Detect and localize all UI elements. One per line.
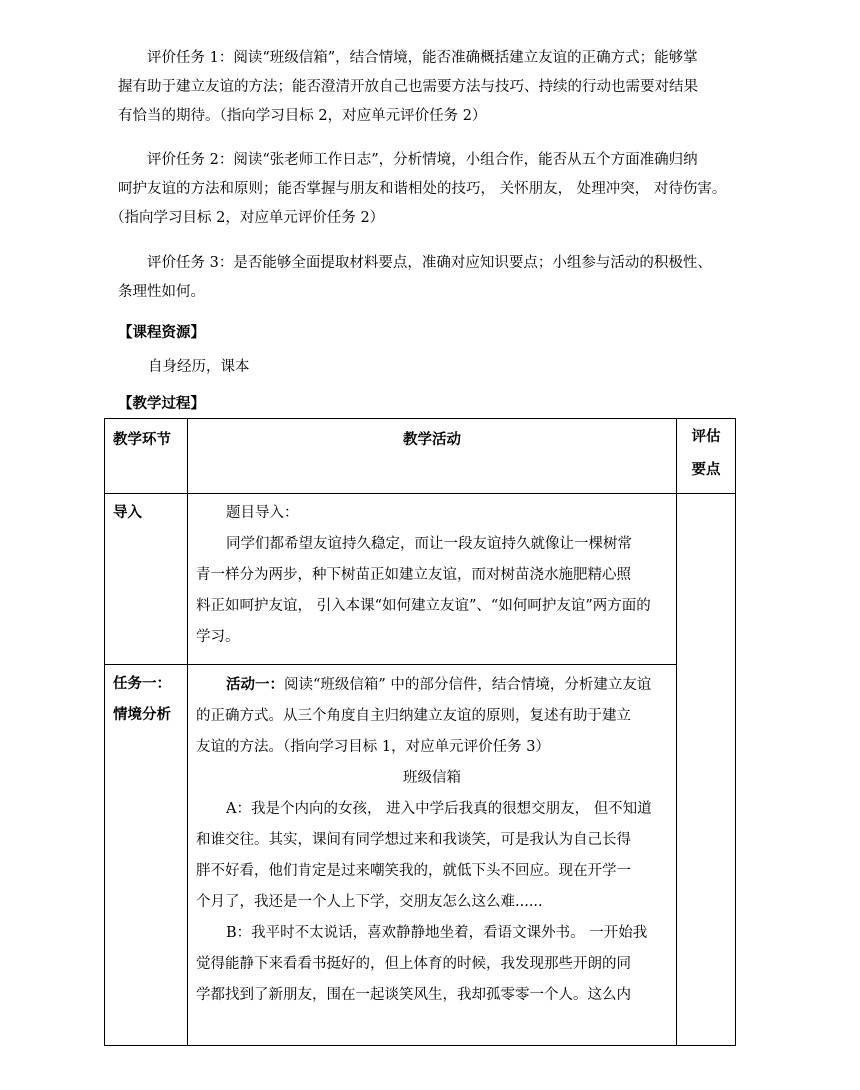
teaching-process-table (104, 418, 736, 1046)
header-eval: 评估 要点 (677, 419, 736, 494)
text-line: B：我平时不太说话，喜欢静静地坐着，看语文课外书。 一开始我 (226, 925, 648, 941)
text-line: 学习。 (196, 629, 240, 645)
letter-title: 班级信箱 (403, 770, 461, 786)
header-stage: 教学环节 (105, 419, 188, 494)
process-heading: 【教学过程】 (118, 396, 205, 412)
text-line: 评价任务 3：是否能够全面提取材料要点，准确对应知识要点；小组参与活动的积极性、 (147, 255, 712, 271)
resources-text: 自身经历，课本 (148, 359, 250, 375)
stage-cell: 任务一： 情境分析 (105, 665, 188, 1046)
text-line: 同学们都希望友谊持久稳定，而让一段友谊持久就像让一棵树常 (226, 536, 632, 552)
text-line: 握有助于建立友谊的方法；能否澄清开放自己也需要方法与技巧、持续的行动也需要对结果 (118, 79, 698, 95)
activity-label: 活动一： (226, 676, 284, 693)
eval-task-3 (118, 249, 738, 307)
text-line: 题目导入： (226, 505, 299, 521)
text-line: 料正如呵护友谊， 引入本课“如何建立友谊”、“如何呵护友谊”两方面的 (196, 598, 651, 614)
text-line: 呵护友谊的方法和原则；能否掌握与朋友和谐相处的技巧， 关怀朋友， 处理冲突， 对待伤害。 (118, 181, 727, 197)
text-line: 觉得能静下来看看书挺好的，但上体育的时候，我发现那些开朗的同 (196, 956, 631, 972)
eval-task-2 (110, 146, 738, 233)
eval-cell (677, 494, 736, 1046)
table-row (105, 494, 736, 665)
stage-cell: 导入 (105, 494, 188, 665)
text-line: A：我是个内向的女孩， 进入中学后我真的很想交朋友， 但不知道 (226, 801, 652, 817)
text-line: 条理性如何。 (118, 284, 205, 300)
text-line: （指向学习目标 2，对应单元评价任务 2） (110, 210, 385, 226)
table-header-row (105, 419, 736, 494)
activity-cell (188, 494, 677, 665)
resources-heading: 【课程资源】 (118, 325, 205, 341)
text-line: 学都找到了新朋友，围在一起谈笑风生，我却孤零零一个人。这么内 (196, 987, 631, 1003)
table-row (105, 665, 736, 1046)
text-line: 评价任务 2：阅读“张老师工作日志”，分析情境，小组合作，能否从五个方面准确归纳 (147, 152, 698, 168)
activity-cell (188, 665, 677, 1046)
text-line: 胖不好看，他们肯定是过来嘲笑我的，就低下头不回应。现在开学一 (196, 863, 631, 879)
text-line: 的正确方式。从三个角度自主归纳建立友谊的原则，复述有助于建立 (196, 708, 631, 724)
header-activity: 教学活动 (188, 419, 677, 494)
text-line: 有恰当的期待。（指向学习目标 2，对应单元评价任务 2） (118, 108, 487, 124)
text-line: 青一样分为两步，种下树苗正如建立友谊，而对树苗浇水施肥精心照 (196, 567, 631, 583)
eval-task-1 (118, 44, 738, 131)
text-line: 活动一：阅读“班级信箱” 中的部分信件，结合情境，分析建立友谊 (226, 676, 652, 693)
text-line: 和谁交往。其实，课间有同学想过来和我谈笑，可是我认为自己长得 (196, 832, 631, 848)
text-line: 评价任务 1：阅读“班级信箱”，结合情境，能否准确概括建立友谊的正确方式；能够掌 (147, 50, 698, 66)
text-line: 友谊的方法。（指向学习目标 1，对应单元评价任务 3） (196, 739, 550, 755)
text-line: 个月了，我还是一个人上下学，交朋友怎么这么难...... (196, 894, 543, 910)
